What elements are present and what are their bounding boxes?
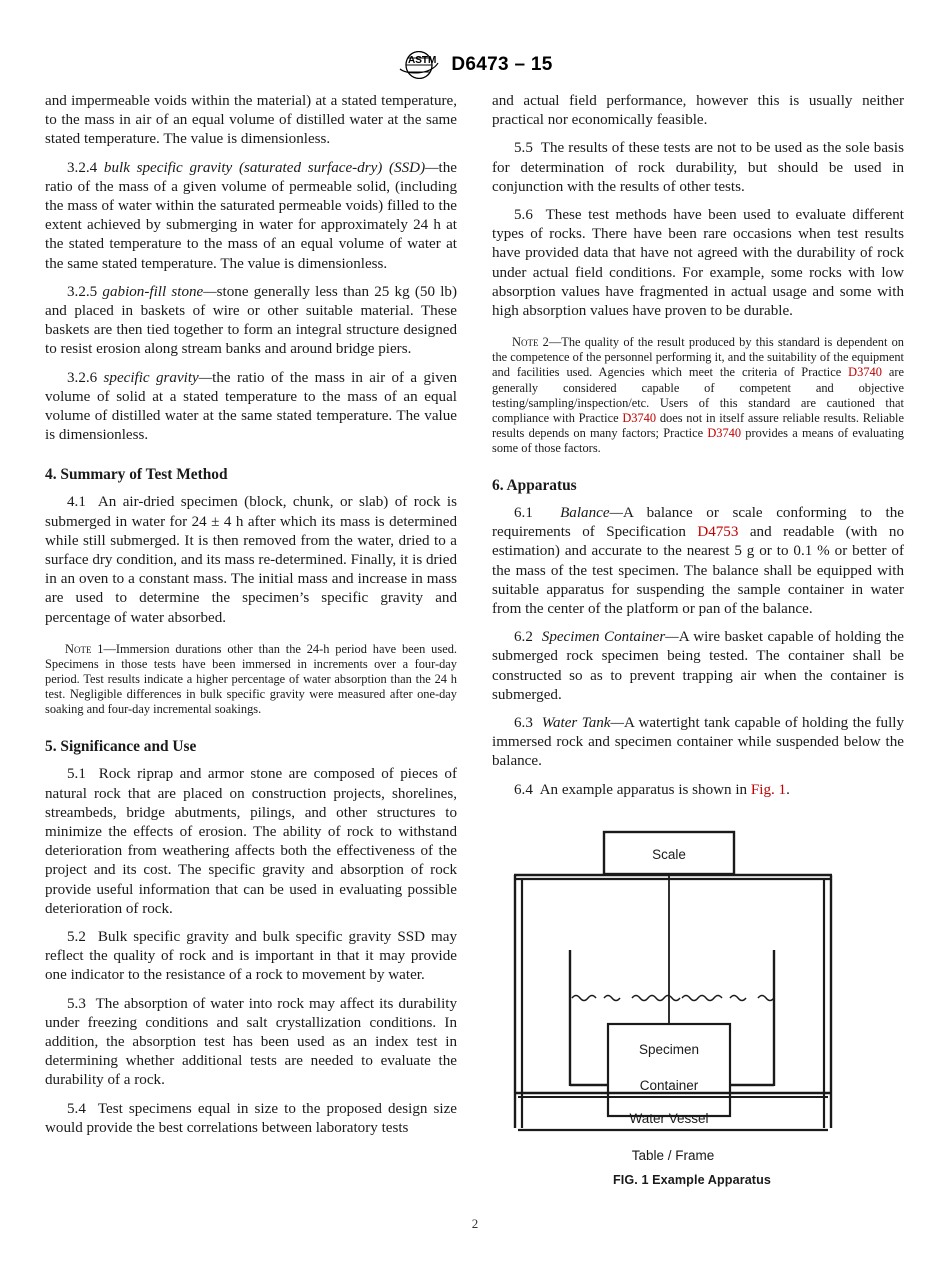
clause-text: A watertight tank capable of holding the fully immersed rock and specimen container while suspended below the balance. bbox=[492, 715, 905, 770]
clause-number: 3.2.4 bbox=[67, 159, 98, 176]
standard-designation: D6473 – 15 bbox=[451, 54, 553, 75]
reference-link-d3740-3[interactable]: D3740 bbox=[707, 425, 742, 440]
paragraph-continued-definition: and impermeable voids within the material) at a stated temperature, to the mass in air of an equal volume of distilled water at the same stated temperature. The value is dimensionless. bbox=[45, 93, 457, 148]
svg-text:ASTM: ASTM bbox=[408, 55, 437, 66]
section-heading-5: 5. Significance and Use bbox=[45, 738, 197, 756]
water-surface-wave bbox=[572, 996, 774, 1001]
note-text-part-1: The quality of the result produced by this standard is dependent on the competence of the personnel performing it, and the suitability of the equipment and facilities used. Agencies which meet the criteria of Practice bbox=[492, 335, 904, 380]
left-column bbox=[45, 92, 457, 1138]
clause-text: the ratio of the mass in air of a given volume of solid at a stated temperature to the mass of an equal volume of distilled water at the same stated temperature. The value is dimensionless. bbox=[45, 369, 457, 444]
figure-1-caption: FIG. 1 Example Apparatus bbox=[612, 1173, 771, 1187]
clause-6-3 bbox=[492, 714, 904, 772]
section-heading-4: 4. Summary of Test Method bbox=[45, 466, 228, 484]
section-heading-6: 6. Apparatus bbox=[492, 476, 577, 494]
reference-link-d3740-1[interactable]: D3740 bbox=[848, 365, 882, 380]
clause-6-4 bbox=[492, 781, 904, 800]
clause-number: 5.5 bbox=[514, 140, 533, 157]
clause-5-2 bbox=[45, 928, 457, 986]
clause-number: 5.3 bbox=[67, 995, 86, 1012]
note-number: 2— bbox=[542, 335, 562, 350]
clause-6-1 bbox=[492, 504, 904, 619]
clause-number: 5.1 bbox=[67, 766, 86, 783]
table-frame-label: Table / Frame bbox=[631, 1148, 715, 1163]
clause-text: Rock riprap and armor stone are composed of pieces of natural rock that are placed on construction projects, shorelines, streambeds, bridge abutments, pilings, and other structures to minimize the effects of erosion. The ability of rock to withstand deterioration from weathering affects both the effectiveness of the project and its cost. The specific gravity and absorption of rock provide useful information that can be used in evaluating possible deterioration of rock. bbox=[45, 766, 457, 917]
container-label: Container bbox=[639, 1078, 699, 1093]
scale-label: Scale bbox=[652, 847, 686, 862]
clause-text: Bulk specific gravity and bulk specific gravity SSD may reflect the quality of rock and is important in that it may provide one indicator to the resistance of a rock to movement by water. bbox=[45, 928, 458, 984]
note-text: Immersion durations other than the 24-h period have been used. Specimens in those tests have been immersed in increments over a four-day period. Test results indicate a higher percentage of water absorption than the 24 h test. Negligible differences in bulk specific gravity were measured after one-day soaking and four-day incremental soakings. bbox=[45, 641, 457, 717]
clause-5-3 bbox=[45, 995, 457, 1091]
clause-5-1 bbox=[45, 765, 457, 919]
note-label: Note bbox=[512, 335, 539, 350]
clause-3-2-6 bbox=[45, 369, 457, 446]
clause-text-part-2: . bbox=[786, 781, 790, 798]
clause-text-part-2: and readable (with no estimation) and accurate to the nearest 5 g or to 0.1 % or better of the mass of the test specimen. The balance shall be equipped with suitable apparatus for suspending the sample container in water from the center of the platform or pan of the balance. bbox=[492, 524, 905, 617]
water-vessel-label: Water Vessel bbox=[629, 1111, 709, 1126]
clause-term: gabion-fill stone— bbox=[102, 283, 217, 300]
clause-3-2-4 bbox=[45, 159, 457, 274]
clause-text: A wire basket capable of holding the submerged rock specimen being tested. The container shall be constructed so as to prevent trapping air when the container is submerged. bbox=[492, 629, 905, 703]
reference-link-fig-1[interactable]: Fig. 1 bbox=[750, 781, 787, 798]
specimen-label: Specimen bbox=[638, 1042, 700, 1057]
clause-number: 4.1 bbox=[67, 494, 86, 511]
note-text-part-3: does not in itself assure reliable results. Reliable results depends on many factors; Practice bbox=[492, 410, 904, 440]
reference-link-d4753[interactable]: D4753 bbox=[697, 524, 739, 541]
clause-text: the ratio of the mass of a given volume of permeable solid, (including the mass of water within the saturated permeable voids) filled to the extent achieved by submerging in water for approximately 24 h at the stated temperature to the mass of an equal volume of water at the same stated temperature. The value is dimensionless. bbox=[45, 159, 457, 272]
figure-1 bbox=[492, 828, 892, 1187]
clause-text: These test methods have been used to evaluate different types of rocks. There have been rare occasions when test results have provided data that have not agreed with the durability of rock under actual field conditions. For example, some rocks with low absorption values have fragmented in actual usage and some with high absorption values have proven to be durable. bbox=[492, 207, 904, 320]
note-1 bbox=[45, 642, 457, 717]
clause-number: 6.3 bbox=[514, 715, 533, 732]
clause-4-1 bbox=[45, 493, 457, 627]
clause-6-2 bbox=[492, 628, 904, 705]
clause-number: 3.2.5 bbox=[67, 283, 98, 300]
note-text-part-2: are generally considered capable of competent and objective testing/sampling/inspection/etc. Users of this standard are cautioned that compliance with Practice bbox=[492, 365, 904, 425]
clause-3-2-5 bbox=[45, 283, 457, 360]
clause-term: specific gravity— bbox=[103, 369, 213, 386]
paragraph-continued-5-4: and actual field performance, however this is usually neither practical nor economically feasible. bbox=[492, 93, 904, 129]
astm-logo-icon bbox=[397, 50, 441, 80]
note-number: 1— bbox=[97, 641, 116, 656]
clause-number: 3.2.6 bbox=[67, 369, 98, 386]
page-header bbox=[0, 50, 950, 80]
note-text-part-4: provides a means of evaluating some of those factors. bbox=[492, 425, 905, 455]
note-2 bbox=[492, 335, 904, 456]
specimen-container-box bbox=[608, 1024, 730, 1116]
clause-5-4 bbox=[45, 1100, 457, 1138]
clause-text: stone generally less than 25 kg (50 lb) and placed in baskets of wire or other suitable material. These baskets are then tied together to form an integral structure designed to resist erosion along stream banks and around bridge piers. bbox=[45, 283, 457, 358]
clause-number: 6.2 bbox=[514, 629, 533, 646]
clause-text: An air-dried specimen (block, chunk, or slab) of rock is submerged in water for 24 ± 4 h after which its mass is determined while still submerged. It is then removed from the water, dried to a surface dry condition, and its mass re-determined. Finally, it is dried in an oven to a constant mass. The initial mass and increase in mass are used to determine the specimen’s specific gravity and percentage of water absorbed. bbox=[45, 494, 457, 626]
page-number: 2 bbox=[471, 1216, 479, 1231]
clause-number: 5.4 bbox=[67, 1100, 86, 1117]
figure-1-drawing bbox=[492, 828, 892, 1168]
clause-text: The results of these tests are not to be used as the sole basis for determination of rock durability, but should be used in conjunction with the results of other tests. bbox=[492, 140, 904, 195]
clause-number: 5.2 bbox=[67, 928, 86, 945]
note-label: Note bbox=[65, 641, 92, 656]
clause-5-5 bbox=[492, 139, 904, 197]
clause-5-6 bbox=[492, 206, 904, 321]
clause-text: Test specimens equal in size to the proposed design size would provide the best correlations between laboratory tests bbox=[45, 1100, 457, 1136]
clause-term: bulk specific gravity (saturated surface-dry) (SSD)— bbox=[103, 159, 439, 176]
clause-number: 6.4 bbox=[514, 781, 533, 798]
reference-link-d3740-2[interactable]: D3740 bbox=[622, 410, 657, 425]
clause-text-part-1: An example apparatus is shown in bbox=[539, 781, 751, 798]
clause-term: Specimen Container— bbox=[541, 629, 679, 646]
clause-text: The absorption of water into rock may affect its durability under freezing conditions and salt crystallization conditions. In addition, the absorption test has been used as an index test in determining whether additional tests are needed to evaluate the durability of a rock. bbox=[45, 995, 458, 1089]
clause-number: 6.1 bbox=[514, 504, 533, 521]
clause-term: Balance— bbox=[560, 504, 623, 521]
clause-text-part-1: A balance or scale conforming to the requirements of Specification bbox=[492, 504, 904, 541]
clause-term: Water Tank— bbox=[541, 715, 624, 732]
clause-number: 5.6 bbox=[514, 207, 533, 224]
